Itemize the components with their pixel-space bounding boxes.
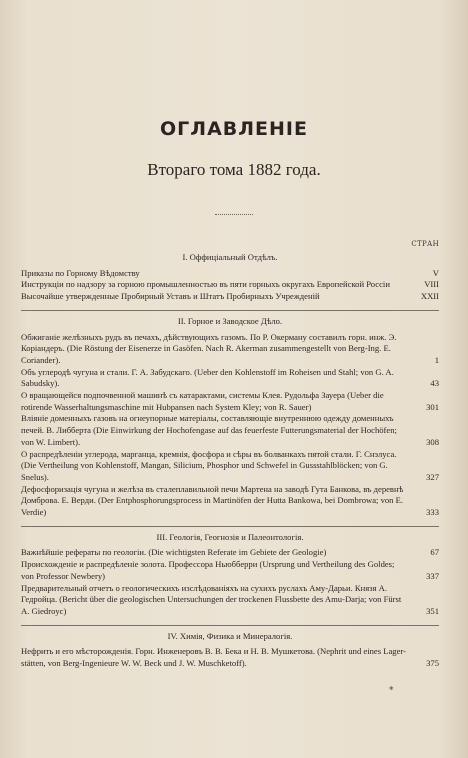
toc-entry (21, 559, 439, 582)
toc-entry (21, 547, 439, 559)
title-divider (215, 214, 253, 215)
toc-entry-text: Объ углеродѣ чугуна и стали. Г. А. Забудскаго. (Ueber den Kohlenstoff im Roheisen und Stahl; von G. A. Sabudsky). (21, 366, 394, 389)
toc-entry-page: 43 (430, 378, 439, 389)
toc-entry (21, 332, 439, 367)
toc-entry-text: Обжиганіе желѣзныхъ рудъ въ печахъ, дѣйствующихъ газомъ. По Р. Окерману составилъ горн. инж. Э. Коріандеръ. (Die Röstung der Eisenerze in Gasöfen. Nach R. Akerman zusammengestellt von Berg-Ing. E. Coriander). (21, 331, 397, 365)
toc-entry-page: 301 (426, 401, 439, 412)
toc-entry-text: Предварительный отчетъ о геологическихъ изслѣдованіяхъ на сухихъ руслахъ Аму-Дарьи. Князя А. Гедройца. (Bericht über die geologischen Untersuchungen der trockenen Flussbette des Amu-Darja; von Fürst A. Giedroyc) (21, 582, 402, 616)
toc-entry-page: XXII (420, 291, 439, 302)
toc-entry-page: 1 (434, 354, 439, 365)
section-divider (21, 310, 439, 311)
section-heading: III. Геологія, Геогнозія и Палеонтологія. (156, 531, 304, 542)
toc-entry (21, 484, 439, 519)
section-heading: II. Горное и Заводское Дѣло. (177, 315, 283, 326)
toc-entry (21, 413, 439, 448)
toc-entry-page: VIII (424, 279, 439, 290)
toc-entry-page: 375 (426, 658, 439, 669)
toc-entry (21, 646, 439, 669)
toc-entry-page: V (432, 267, 439, 278)
toc-entry-page: 333 (426, 507, 439, 518)
volume-subtitle: Втораго тома 1882 года. (147, 160, 321, 179)
section-divider (21, 526, 439, 527)
toc-entry-text: Дефосфоризація чугуна и желѣза въ сталеплавильной печи Мартена на заводѣ Гута Банкова, въ деревнѣ Домброва. Е. Верди. (Der Entphosphorungsprocess in Martinöfen der Hutta Bankowa, bei Dombrowa; von E. Verdie) (21, 483, 404, 518)
toc-entry-text: Нефрить и его мѣсторожденія. Горн. Инженеровъ В. В. Бека и Н. В. Мушкетова. (Nephrit und eines Lager- stätten, von Berg-Ingenieure W. W. Beck und J. W. Muschketoff). (21, 646, 406, 669)
table-of-contents (21, 250, 439, 670)
toc-entry-page: 337 (426, 570, 439, 581)
toc-entry-page: 351 (426, 605, 439, 616)
toc-entry (21, 583, 439, 618)
toc-entry-page: 67 (430, 547, 439, 558)
toc-entry (21, 268, 439, 280)
pages-column-header: СТРАН (411, 240, 439, 248)
toc-entry-text: О распредѣленіи углерода, марганца, кремнія, фосфора и сѣры въ болванкахъ пятой стали. Г. Снэлуса. (Die Vertheilung von Kohlenstoff, Mangan, Silicium, Phosphor und Schwefel in Gussstahlblöcken; von G. Snelus). (21, 448, 397, 482)
toc-entry-page: 327 (426, 471, 439, 482)
toc-entry-text: О вращающейся подпочвенной машинѣ съ катарактами, системы Клея. Рудольфа Зауера (Ueber die rotirende Wasserhaltungsmaschine mit Hubpansen nach System Kley; von R. Sauer) (21, 390, 384, 412)
toc-entry-text: Высочайше утвержденные Пробирный Уставъ и Штатъ Пробирныхъ Учрежденій (21, 291, 320, 302)
toc-entry-text: Вліяніе доменныхъ газовъ на огнеупорные матеріалы, составляющіе внутреннюю одежду доменныхъ печей. В. Либберта (Die Einwirkung der Hochofengase auf das feuerfeste Futterungsmaterial der Hochöfen; von W. Limbert). (21, 413, 397, 447)
toc-entry (21, 367, 439, 390)
toc-entry (21, 291, 439, 303)
toc-entry-text: Инструкціи по надзору за горною промышленностью въ пяти горныхъ округахъ Европейской Россіи (21, 279, 390, 290)
toc-entry (21, 390, 439, 413)
toc-entry (21, 449, 439, 484)
toc-entry-text: Происхожденіе и распредѣленіе золота. Профессора Ньюбберри (Ursprung und Vertheilung des Goldes; von Professor Newbery) (21, 559, 395, 581)
section-heading: IV. Химія, Физика и Минералогія. (167, 630, 293, 641)
section-divider (21, 625, 439, 626)
toc-entry-page: 308 (426, 436, 439, 447)
toc-entry-text: Приказы по Горному Вѣдомству (21, 267, 140, 278)
section-heading: I. Оффиціальный Отдѣлъ. (182, 252, 278, 262)
toc-entry (21, 279, 439, 291)
page-title: ОГЛАВЛЕНІЕ (160, 118, 308, 140)
toc-entry-text: Важнѣйшіе рефераты по геологіи. (Die wichtigsten Referate im Gebiete der Geologie) (21, 547, 327, 558)
footer-mark: * (389, 686, 394, 696)
